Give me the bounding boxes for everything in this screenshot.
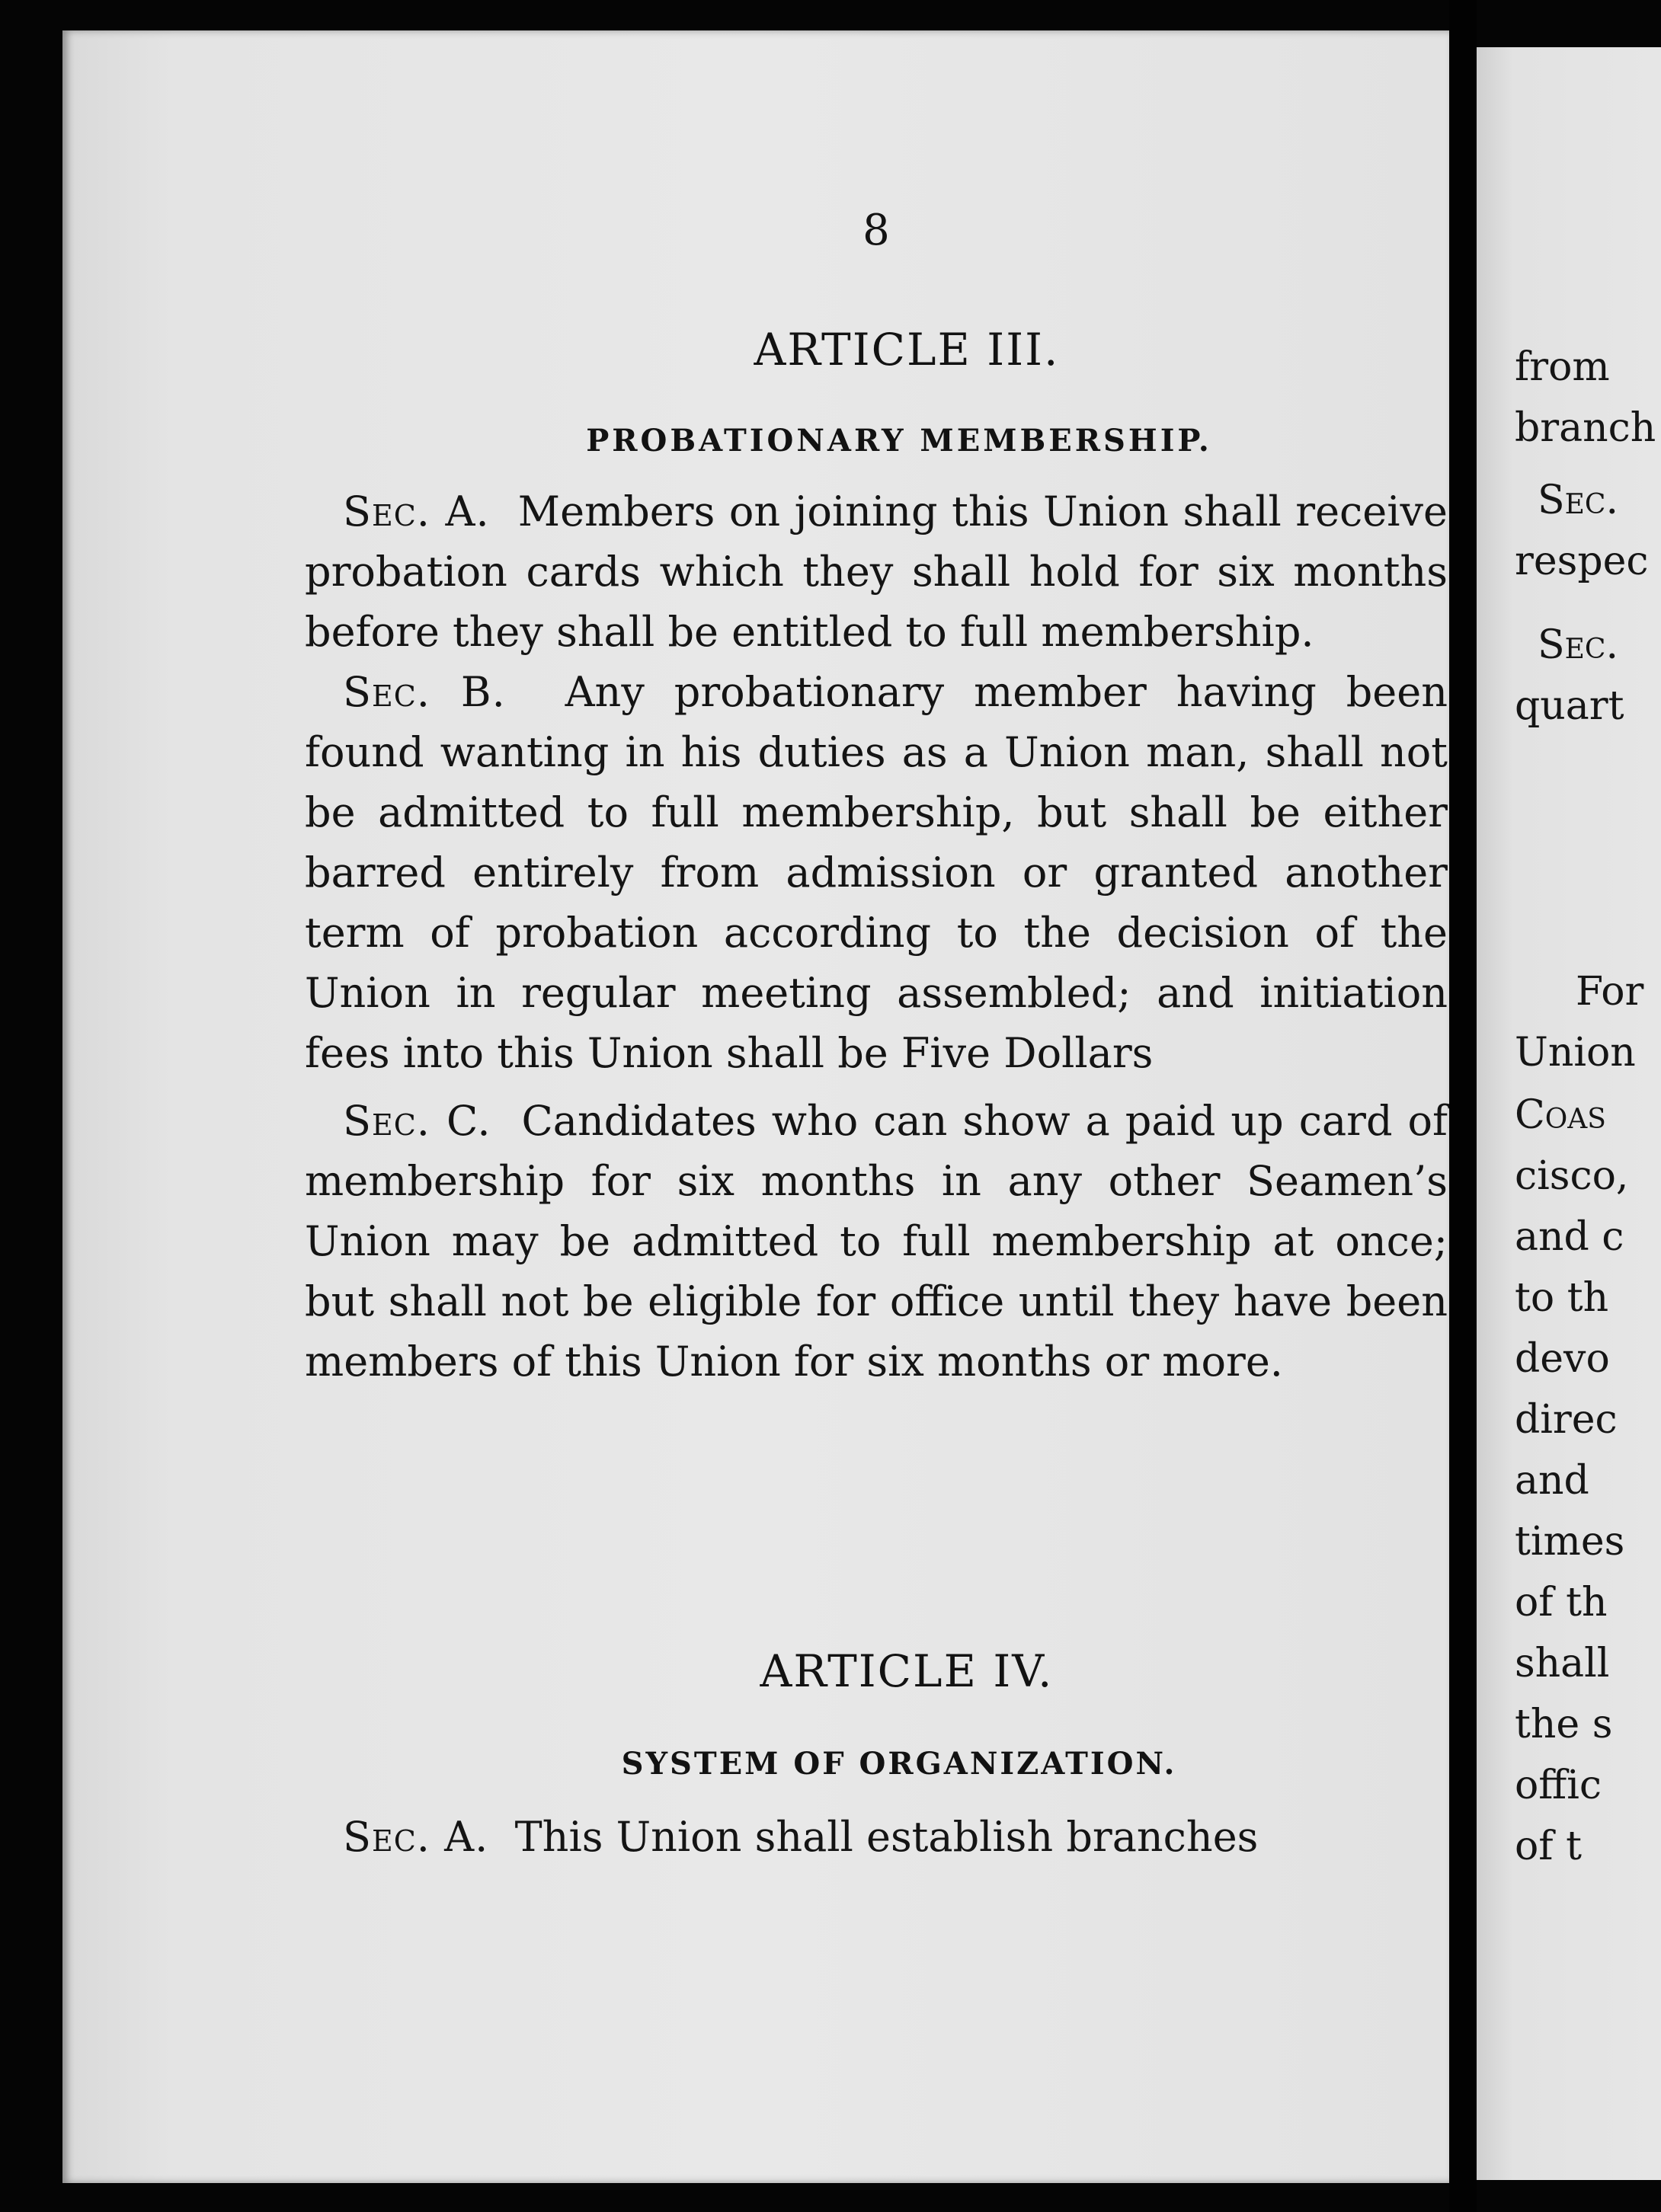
right-line: cisco, (1515, 1153, 1629, 1199)
article-3-subheading: PROBATIONARY MEMBERSHIP. (586, 423, 1212, 459)
right-line: and (1515, 1458, 1589, 1504)
sec-label: Sec. A. (343, 487, 490, 535)
right-line: Sec. (1538, 622, 1618, 668)
right-line: quart (1515, 683, 1624, 729)
article-3-sec-a (305, 481, 1448, 662)
sec-label: Sec. C. (343, 1097, 491, 1145)
page-gutter (1449, 0, 1477, 2212)
page-number: 8 (863, 206, 890, 255)
right-line: devo (1515, 1336, 1610, 1382)
right-line: of th (1515, 1580, 1608, 1625)
right-page-fragment (1477, 47, 1661, 2180)
sec-label: Sec. A. (343, 1813, 489, 1861)
article-3-sections (305, 481, 1448, 1392)
right-line: to th (1515, 1275, 1609, 1321)
right-line: and c (1515, 1214, 1624, 1260)
right-line: respec (1515, 539, 1649, 584)
right-line: from (1515, 344, 1610, 390)
sec-text: Members on joining this Union shall receive probation cards which they shall hold for six months before they shall be entitled to full membership. (305, 487, 1448, 656)
right-line: Union (1515, 1030, 1636, 1076)
sec-text: Candidates who can show a paid up card of membership for six months in any other Seamen’s Union may be admitted to full membership at once; but shall not be eligible for office until they have been members of this Union for six months or more. (305, 1097, 1448, 1386)
right-line: Sec. (1538, 478, 1618, 523)
right-line: the s (1515, 1702, 1613, 1747)
article-4-heading: ARTICLE IV. (760, 1645, 1054, 1697)
sec-text: Any probationary member having been found wanting in his duties as a Union man, shall not be admitted to full membership, but shall be either barred entirely from admission or granted another term of probation according to the decision of the Union in regular meeting assembled; and initiation fees into this Union shall be Five Dollars (305, 668, 1448, 1077)
right-line: shall (1515, 1641, 1610, 1686)
right-line: For (1576, 969, 1644, 1015)
right-line: branch (1515, 405, 1656, 451)
article-3-sec-c (305, 1091, 1448, 1392)
right-line: offic (1515, 1763, 1602, 1808)
right-line: Coas (1515, 1092, 1606, 1138)
sec-text: This Union shall establish branches (514, 1813, 1259, 1861)
article-3-heading: ARTICLE III. (754, 324, 1060, 376)
right-line: of t (1515, 1824, 1582, 1869)
article-4-sections (305, 1807, 1448, 1867)
right-line: direc (1515, 1397, 1618, 1443)
article-4-sec-a (305, 1807, 1448, 1867)
article-4-subheading: SYSTEM OF ORGANIZATION. (621, 1746, 1177, 1782)
sec-label: Sec. B. (343, 668, 506, 716)
right-line: times (1515, 1519, 1625, 1565)
article-3-sec-b (305, 662, 1448, 1083)
